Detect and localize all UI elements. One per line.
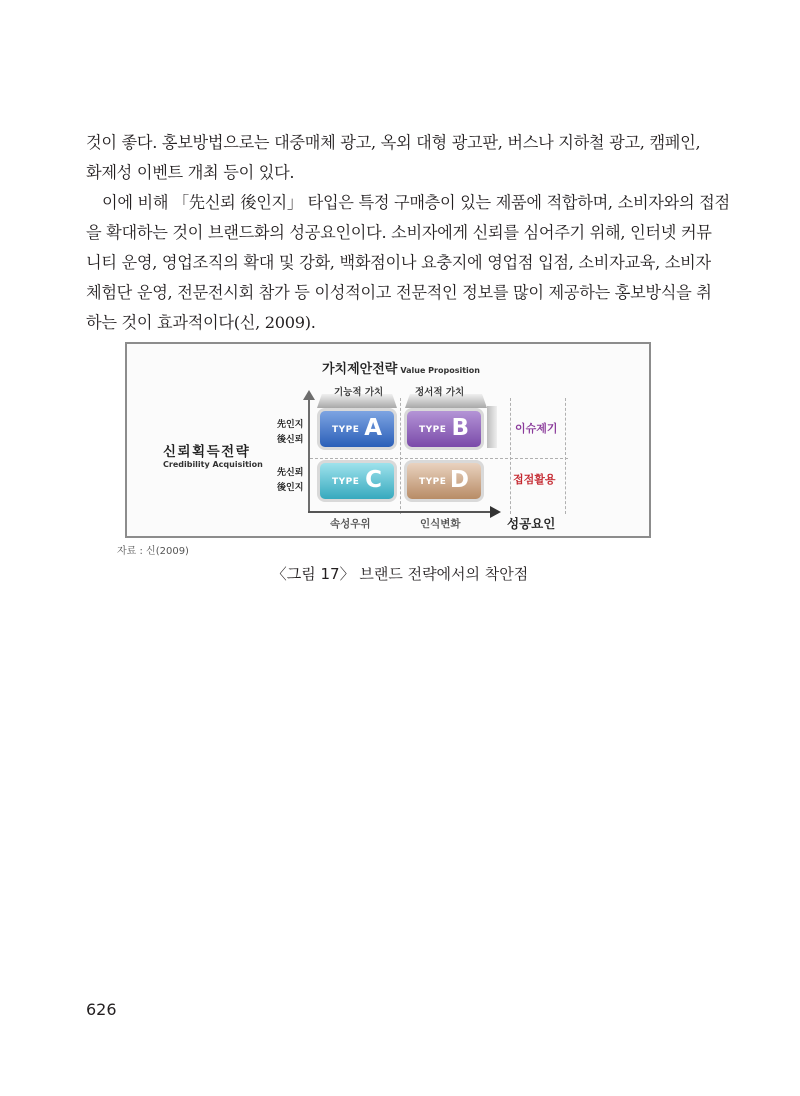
row-head-line: 先신뢰 bbox=[277, 468, 304, 478]
success-factor-label: 성공요인 bbox=[507, 516, 556, 531]
issue-raising-label: 이슈제기 bbox=[515, 422, 558, 435]
horizontal-axis bbox=[308, 511, 490, 513]
column-head-functional: 기능적 가치 bbox=[334, 387, 384, 398]
left-axis-title: 신뢰획득전략 bbox=[163, 444, 251, 460]
left-axis-subtitle: Credibility Acquisition bbox=[163, 460, 263, 469]
row-head-awareness-first bbox=[277, 418, 303, 448]
contact-point-label: 접점활용 bbox=[513, 473, 556, 486]
tile-prefix: TYPE bbox=[419, 477, 447, 487]
figure-title-text: 가치제안전략 bbox=[322, 362, 398, 377]
type-b-tile bbox=[404, 408, 484, 450]
row-head-line: 先인지 bbox=[277, 420, 304, 430]
tile-letter: C bbox=[365, 467, 382, 493]
paragraph-1 bbox=[86, 128, 712, 188]
row-head-trust-first bbox=[277, 466, 303, 496]
divider-line bbox=[310, 458, 568, 459]
attribute-advantage-label: 속성우위 bbox=[330, 518, 371, 530]
tile-letter: D bbox=[449, 467, 469, 493]
tile-letter: B bbox=[451, 415, 469, 441]
paragraph-line: 니티 운영, 영업조직의 확대 및 강화, 백화점이나 요충지에 영업점 입점, 소비자교육, 소비자 bbox=[86, 253, 711, 272]
figure-title bbox=[322, 358, 480, 377]
paragraph-line: 하는 것이 효과적이다(신, 2009). bbox=[86, 313, 316, 332]
row-head-line: 後인지 bbox=[277, 483, 304, 493]
tile-letter: A bbox=[364, 415, 382, 441]
tile-prefix: TYPE bbox=[332, 477, 360, 487]
paragraph-line: 화제성 이벤트 개최 등이 있다. bbox=[86, 163, 295, 182]
arrow-right-icon bbox=[490, 506, 501, 518]
column-head-emotional: 정서적 가치 bbox=[415, 387, 465, 398]
paragraph-line: 이에 비해 「先신뢰 後인지」 타입은 특정 구매층이 있는 제품에 적합하며, 소비자와의 접점 bbox=[102, 193, 730, 212]
paragraph-line: 체험단 운영, 전문전시회 참가 등 이성적이고 전문적인 정보를 많이 제공하는 홍보방식을 취 bbox=[86, 283, 712, 302]
divider-line bbox=[510, 398, 511, 514]
brand-strategy-figure bbox=[125, 342, 651, 538]
vertical-axis bbox=[308, 398, 310, 512]
perception-change-label: 인식변화 bbox=[420, 518, 461, 530]
row-head-line: 後신뢰 bbox=[277, 435, 304, 445]
arrow-up-icon bbox=[303, 390, 315, 400]
divider-line bbox=[565, 398, 566, 514]
tile-prefix: TYPE bbox=[332, 425, 360, 435]
figure-caption: 〈그림 17〉 브랜드 전략에서의 착안점 bbox=[271, 565, 529, 583]
type-c-tile bbox=[317, 460, 397, 502]
divider-line bbox=[400, 398, 401, 514]
shelf-decoration bbox=[487, 406, 497, 448]
figure-title-sub: Value Proposition bbox=[400, 366, 480, 375]
paragraph-line: 것이 좋다. 홍보방법으로는 대중매체 광고, 옥외 대형 광고판, 버스나 지하철 광고, 캠페인, bbox=[86, 133, 701, 152]
page-number: 626 bbox=[86, 1000, 117, 1019]
figure-source: 자료 : 신(2009) bbox=[117, 546, 189, 557]
paragraph-line: 을 확대하는 것이 브랜드화의 성공요인이다. 소비자에게 신뢰를 심어주기 위해, 인터넷 커뮤 bbox=[86, 223, 712, 242]
tile-prefix: TYPE bbox=[419, 425, 447, 435]
type-a-tile bbox=[317, 408, 397, 450]
paragraph-2 bbox=[86, 188, 730, 338]
type-d-tile bbox=[404, 460, 484, 502]
